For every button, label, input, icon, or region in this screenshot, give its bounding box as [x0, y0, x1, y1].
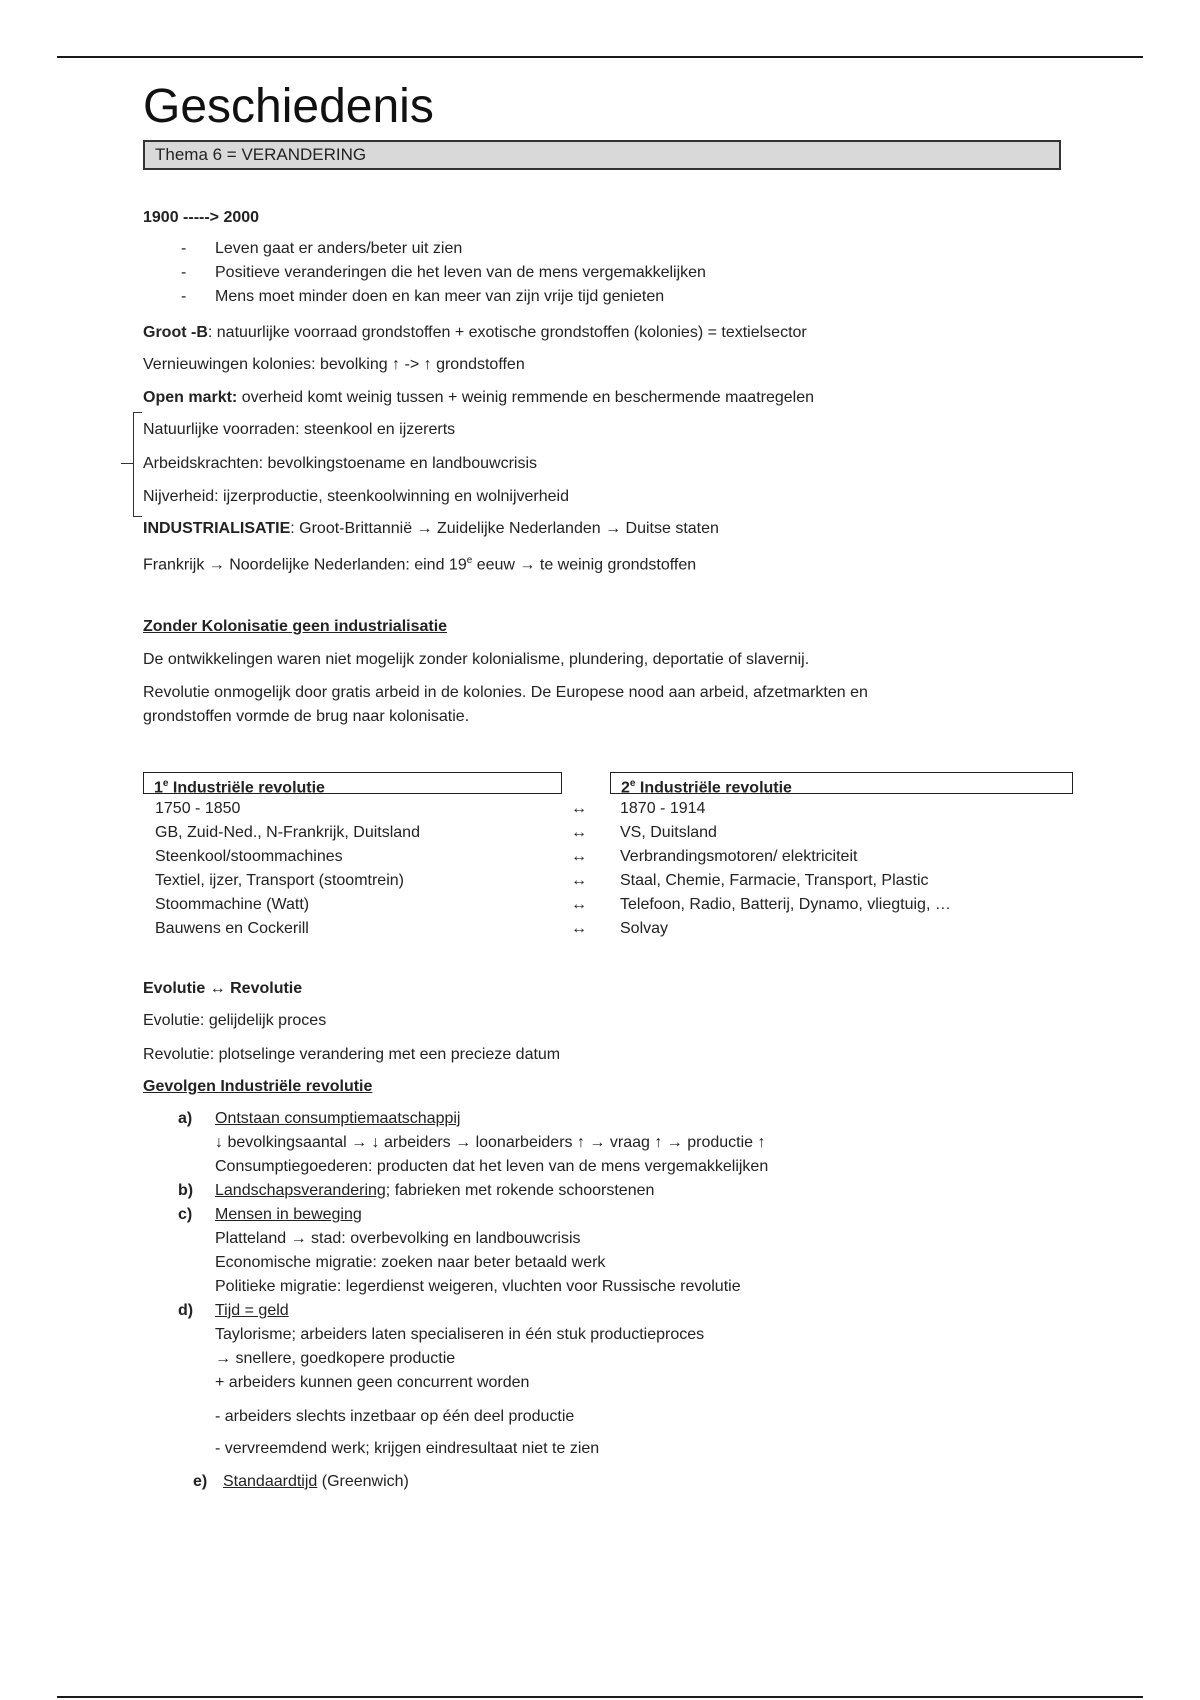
- period-heading: 1900 -----> 2000: [143, 209, 260, 226]
- double-arrow-icon: ↔: [571, 800, 587, 817]
- bullet-dash: -: [181, 288, 187, 305]
- kolonisatie-paragraph: grondstoffen vormde de brug naar kolonisatie.: [143, 708, 470, 725]
- kolonisatie-paragraph: De ontwikkelingen waren niet mogelijk zonder kolonialisme, plundering, deportatie of slavernij.: [143, 651, 810, 668]
- bracket-line: [133, 412, 142, 517]
- first-revolution-header: 1e Industriële revolutie: [143, 772, 562, 794]
- double-arrow-icon: ↔: [571, 872, 587, 889]
- double-arrow-icon: ↔: [571, 848, 587, 865]
- kolonisatie-paragraph: Revolutie onmogelijk door gratis arbeid in de kolonies. De Europese nood aan arbeid, afzetmarkten en: [143, 684, 868, 701]
- theme-banner: Thema 6 = VERANDERING: [143, 140, 1061, 170]
- evolutie-line: Evolutie: gelijdelijk proces: [143, 1012, 327, 1029]
- gevolgen-heading: Gevolgen Industriële revolutie: [143, 1078, 373, 1095]
- bottom-rule: [57, 1696, 1143, 1698]
- document-body: [143, 80, 1073, 1490]
- open-markt-line: Open markt: overheid komt weinig tussen + weinig remmende en beschermende maatregelen: [143, 389, 815, 406]
- bracket-tick: [121, 463, 133, 464]
- frankrijk-line: Frankrijk → Noordelijke Nederlanden: eind 19e eeuw → te weinig grondstoffen: [143, 555, 697, 574]
- second-revolution-header: 2e Industriële revolutie: [610, 772, 1073, 794]
- list-item: Arbeidskrachten: bevolkingstoename en landbouwcrisis: [143, 455, 537, 472]
- groot-b-line: Groot -B: natuurlijke voorraad grondstoffen + exotische grondstoffen (kolonies) = textielsector: [143, 324, 807, 341]
- bullet-dash: -: [181, 264, 187, 281]
- double-arrow-icon: ↔: [571, 824, 587, 841]
- vernieuwingen-line: Vernieuwingen kolonies: bevolking ↑ -> ↑ grondstoffen: [143, 356, 525, 373]
- double-arrow-icon: ↔: [571, 896, 587, 913]
- page-title: Geschiedenis: [143, 80, 434, 133]
- list-item: Nijverheid: ijzerproductie, steenkoolwinning en wolnijverheid: [143, 488, 570, 505]
- bullet-dash: -: [181, 240, 187, 257]
- top-rule: [57, 56, 1143, 58]
- list-item: Natuurlijke voorraden: steenkool en ijzererts: [143, 421, 456, 438]
- kolonisatie-heading: Zonder Kolonisatie geen industrialisatie: [143, 618, 448, 635]
- notes: 1900 -----> 2000 - Leven gaat er anders/beter uit zien - Positieve veranderingen die het leven van de mens vergemakkelijken - Mens moet minder doen en kan meer van zijn vrije tijd genieten Groot -B: natuurlijke voorraad grondstoffen + exotische grondstoffen (kolonies) = textielsector Vernieuwingen kolonies: bevolking ↑ -> ↑ grondstoffen Open markt: overheid komt weinig tussen + weinig remmende en beschermende maatregelen Natuurlijke voorraden: steenkool en ijzererts Arbeidskrachten: bevolkingstoename en landbouwcrisis Nijverheid: ijzerproductie, steenkoolwinning en wolnijverheid INDUSTRIALISATIE: Groot-Brittannië → Zuidelijke Nederlanden → Duitse staten Frankrijk → Noordelijke Nederlanden: eind 19e eeuw → te weinig grondstoffen Zonder Kolonisatie geen industrialisatie De ontwikkelingen waren niet mogelijk zonder kolonialisme, plundering, deportatie of slavernij. Revolutie onmogelijk door gratis arbeid in de kolonies. De Europese nood aan arbeid, afzetmarkten en grondstoffen vormde de brug naar kolonisatie. 1e Industriële revolutie 2e Industriële revolutie 1750 - 1850 ↔ 1870 - 1914 GB, Zuid-Ned., N-Frankrijk, Duitsland ↔ VS, Duitsland Steenkool/stoommachines ↔ Verbrandingsmotoren/ elektriciteit Textiel, ijzer, Transport (stoomtrein) ↔ Staal, Chemie, Farmacie, Transport, Plastic Stoommachine (Watt) ↔ Telefoon, Radio, Batterij, Dynamo, vliegtuig, … Bauwens en Cockerill ↔ Solvay Evolutie ↔ Revolutie Evolutie: gelijdelijk proces Revolutie: plotselinge verandering met een precieze datum Gevolgen Industriële revolutie a) Ontstaan consumptiemaatschappij ↓ bevolkingsaantal → ↓ arbeiders → loonarbeiders ↑ → vraag ↑ → productie ↑ Consumptiegoederen: producten dat het leven van de mens vergemakkelijken b) Landschapsverandering; fabrieken met rokende schoorstenen c) Mensen in beweging Platteland → stad: overbevolking en landbouwcrisis Economische migratie: zoeken naar beter betaald werk Politieke migratie: legerdienst weigeren, vluchten voor Russische revolutie d) Tijd = geld Taylorisme; arbeiders laten specialiseren in één stuk productieproces → snellere, goedkopere productie + arbeiders kunnen geen concurrent worden - arbeiders slechts inzetbaar op één deel productie - vervreemdend werk; krijgen eindresultaat niet te zien e) Standaardtijd (Greenwich): [143, 80, 1073, 1680]
- evolutie-heading: Evolutie ↔ Revolutie: [143, 980, 303, 997]
- industrialisatie-line: INDUSTRIALISATIE: Groot-Brittannië → Zuidelijke Nederlanden → Duitse staten: [143, 520, 719, 537]
- double-arrow-icon: ↔: [571, 920, 587, 937]
- revolutie-line: Revolutie: plotselinge verandering met een precieze datum: [143, 1046, 561, 1063]
